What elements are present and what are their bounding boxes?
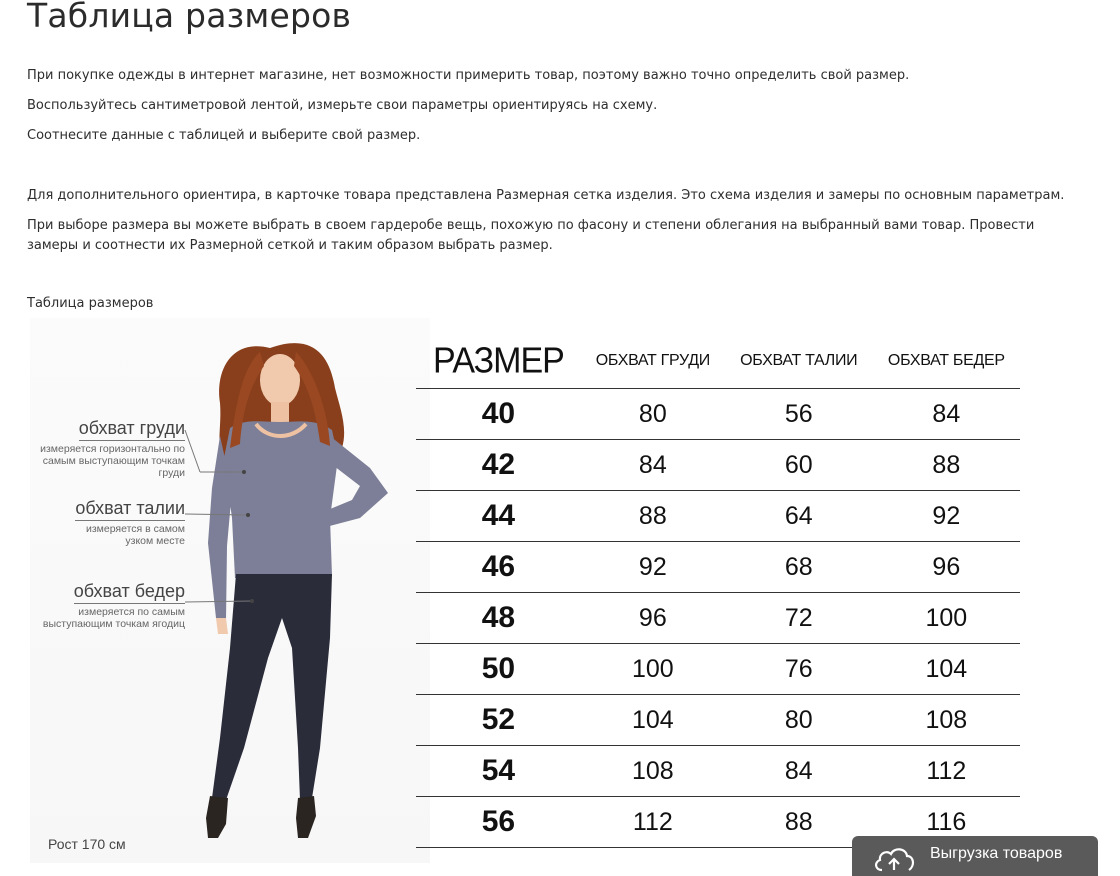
table-row bbox=[416, 491, 1020, 542]
waist-cell: 80 bbox=[725, 695, 873, 746]
waist-cell: 56 bbox=[725, 389, 873, 440]
table-row bbox=[416, 644, 1020, 695]
header-size: РАЗМЕР bbox=[416, 333, 581, 390]
bust-cell: 92 bbox=[581, 542, 725, 593]
hips-cell: 104 bbox=[873, 644, 1020, 695]
waist-label bbox=[30, 498, 185, 547]
hips-cell: 88 bbox=[873, 440, 1020, 491]
bust-cell: 104 bbox=[581, 695, 725, 746]
header-bust: ОБХВАТ ГРУДИ bbox=[581, 334, 725, 389]
waist-label-title: обхват талии bbox=[75, 498, 185, 521]
hips-label bbox=[30, 581, 185, 630]
waist-cell: 64 bbox=[725, 491, 873, 542]
size-figure bbox=[30, 318, 430, 863]
size-cell: 46 bbox=[416, 542, 581, 593]
size-cell: 44 bbox=[416, 491, 581, 542]
table-row bbox=[416, 593, 1020, 644]
hips-cell: 100 bbox=[873, 593, 1020, 644]
bust-label-desc: измеряется горизонтально по самым выступающим точкам груди bbox=[40, 443, 185, 479]
table-header-row bbox=[416, 334, 1020, 389]
hips-cell: 112 bbox=[873, 746, 1020, 797]
upload-products-label: Выгрузка товаров bbox=[930, 845, 1063, 862]
size-cell: 54 bbox=[416, 746, 581, 797]
intro-paragraph: При покупке одежды в интернет магазине, нет возможности примерить товар, поэтому важно точно определить свой размер. bbox=[27, 68, 910, 83]
model-height-note: Рост 170 см bbox=[48, 836, 126, 852]
size-cell: 50 bbox=[416, 644, 581, 695]
bust-cell: 100 bbox=[581, 644, 725, 695]
bust-cell: 112 bbox=[581, 797, 725, 848]
bust-cell: 84 bbox=[581, 440, 725, 491]
waist-label-desc: измеряется в самом узком месте bbox=[85, 523, 185, 547]
bust-label bbox=[30, 418, 185, 479]
hips-cell: 108 bbox=[873, 695, 1020, 746]
hips-cell: 116 bbox=[873, 797, 1020, 848]
hips-cell: 92 bbox=[873, 491, 1020, 542]
bust-label-title: обхват груди bbox=[79, 418, 185, 441]
hips-cell: 84 bbox=[873, 389, 1020, 440]
table-row bbox=[416, 440, 1020, 491]
waist-cell: 76 bbox=[725, 644, 873, 695]
info-paragraph: Для дополнительного ориентира, в карточке товара представлена Размерная сетка изделия. Это схема изделия и замеры по основным параметрам. bbox=[27, 188, 1065, 203]
waist-cell: 68 bbox=[725, 542, 873, 593]
upload-products-button[interactable] bbox=[852, 836, 1098, 876]
waist-cell: 60 bbox=[725, 440, 873, 491]
page-title: Таблица размеров bbox=[27, 0, 352, 35]
table-row bbox=[416, 542, 1020, 593]
table-row bbox=[416, 695, 1020, 746]
size-cell: 56 bbox=[416, 797, 581, 848]
hips-label-desc: измеряется по самым выступающим точкам ягодиц bbox=[42, 606, 185, 630]
table-row bbox=[416, 389, 1020, 440]
header-hips: ОБХВАТ БЕДЕР bbox=[873, 334, 1020, 389]
bust-cell: 96 bbox=[581, 593, 725, 644]
table-row bbox=[416, 746, 1020, 797]
size-cell: 52 bbox=[416, 695, 581, 746]
bust-cell: 108 bbox=[581, 746, 725, 797]
info-paragraph: При выборе размера вы можете выбрать в своем гардеробе вещь, похожую по фасону и степени облегания на выбранный вами товар. Провести замеры и соотнести их Размерной сеткой и таким образом выбрать размер. bbox=[27, 218, 1035, 253]
header-waist: ОБХВАТ ТАЛИИ bbox=[725, 334, 873, 389]
section-label: Таблица размеров bbox=[27, 296, 154, 311]
size-cell: 48 bbox=[416, 593, 581, 644]
waist-cell: 72 bbox=[725, 593, 873, 644]
size-cell: 40 bbox=[416, 389, 581, 440]
bust-cell: 80 bbox=[581, 389, 725, 440]
size-table bbox=[416, 334, 1020, 848]
cloud-upload-icon bbox=[872, 844, 916, 872]
hips-label-title: обхват бедер bbox=[74, 581, 185, 604]
intro-paragraph: Соотнесите данные с таблицей и выберите свой размер. bbox=[27, 128, 421, 143]
hips-cell: 96 bbox=[873, 542, 1020, 593]
intro-paragraph: Воспользуйтесь сантиметровой лентой, измерьте свои параметры ориентируясь на схему. bbox=[27, 98, 658, 113]
waist-cell: 88 bbox=[725, 797, 873, 848]
waist-cell: 84 bbox=[725, 746, 873, 797]
size-cell: 42 bbox=[416, 440, 581, 491]
bust-cell: 88 bbox=[581, 491, 725, 542]
